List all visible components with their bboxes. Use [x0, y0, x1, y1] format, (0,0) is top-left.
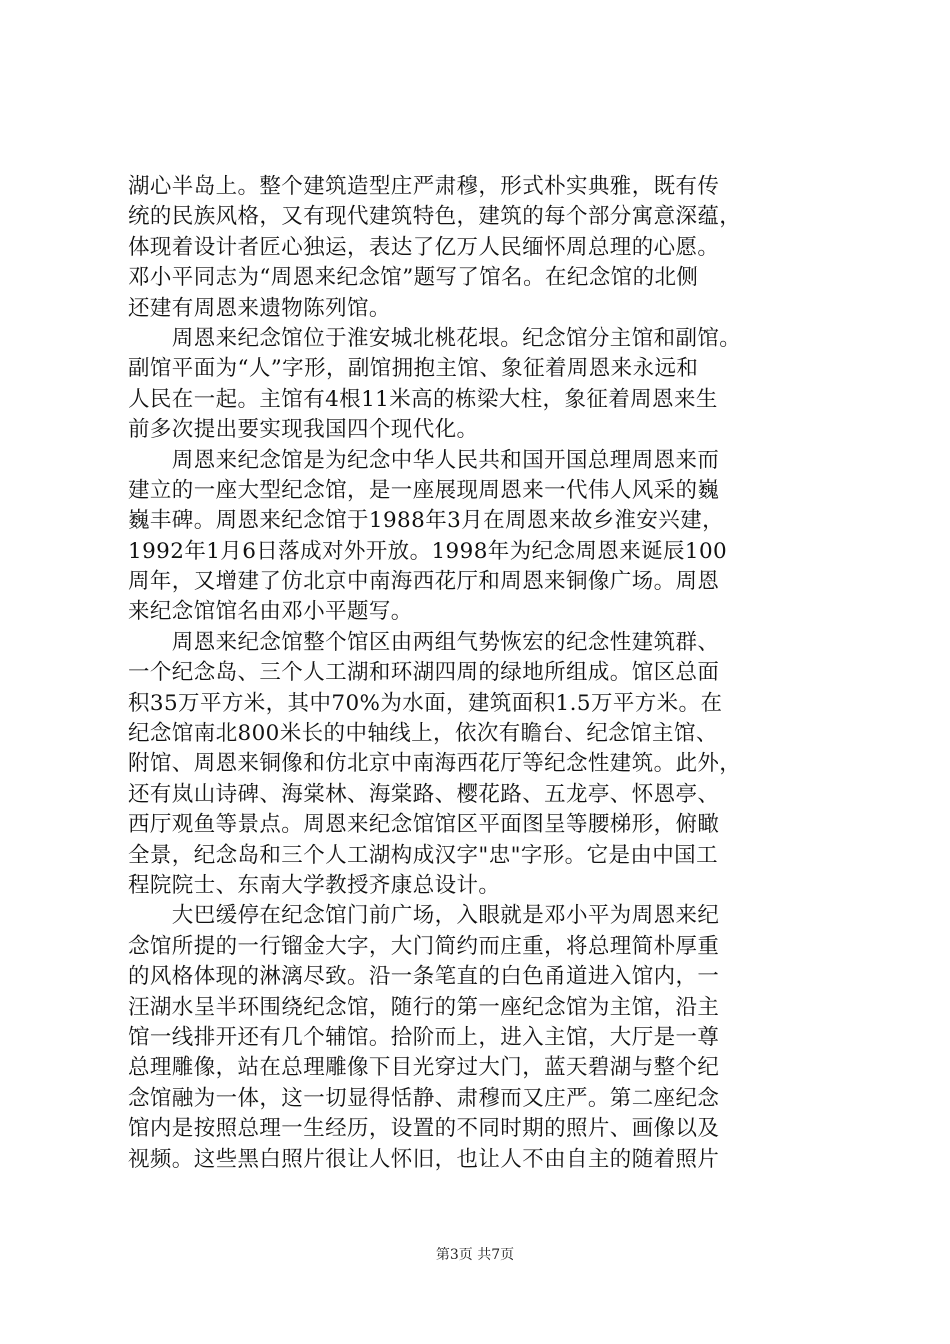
- text-line: 邓小平同志为“周恩来纪念馆”题写了馆名。在纪念馆的北侧: [128, 265, 699, 291]
- text-line: 纪念馆南北800米长的中轴线上，依次有瞻台、纪念馆主馆、: [128, 721, 718, 747]
- text-line: 副馆平面为“人”字形，副馆拥抱主馆、象征着周恩来永远和: [128, 356, 699, 382]
- text-line: 视频。这些黑白照片很让人怀旧，也让人不由自主的随着照片: [128, 1146, 720, 1172]
- text-line: 周年，又增建了仿北京中南海西花厅和周恩来铜像广场。周恩: [128, 569, 720, 595]
- text-line: 馆内是按照总理一生经历，设置的不同时期的照片、画像以及: [128, 1116, 720, 1142]
- text-line: 念馆融为一体，这一切显得恬静、肃穆而又庄严。第二座纪念: [128, 1085, 720, 1111]
- text-line: 统的民族风格，又有现代建筑特色，建筑的每个部分寓意深蕴，: [128, 204, 742, 230]
- text-line: 周恩来纪念馆整个馆区由两组气势恢宏的纪念性建筑群、: [128, 629, 720, 655]
- text-line: 来纪念馆馆名由邓小平题写。: [128, 599, 413, 625]
- text-line: 周恩来纪念馆位于淮安城北桃花垠。纪念馆分主馆和副馆。: [128, 325, 742, 351]
- text-line: 西厅观鱼等景点。周恩来纪念馆馆区平面图呈等腰梯形，俯瞰: [128, 812, 720, 838]
- text-line: 积35万平方米，其中70%为水面，建筑面积1.5万平方米。在: [128, 690, 723, 716]
- text-line: 附馆、周恩来铜像和仿北京中南海西花厅等纪念性建筑。此外，: [128, 751, 742, 777]
- text-line: 的风格体现的淋漓尽致。沿一条笔直的白色甬道进入馆内，一: [128, 964, 720, 990]
- text-line: 还建有周恩来遗物陈列馆。: [128, 295, 391, 321]
- text-line: 还有岚山诗碑、海棠林、海棠路、樱花路、五龙亭、怀恩亭、: [128, 781, 720, 807]
- text-line: 体现着设计者匠心独运，表达了亿万人民缅怀周总理的心愿。: [128, 234, 720, 260]
- text-line: 念馆所提的一行镏金大字，大门简约而庄重，将总理简朴厚重: [128, 933, 720, 959]
- text-line: 汪湖水呈半环围绕纪念馆，随行的第一座纪念馆为主馆，沿主: [128, 994, 720, 1020]
- text-line: 湖心半岛上。整个建筑造型庄严肃穆，形式朴实典雅，既有传: [128, 174, 720, 199]
- text-line: 总理雕像，站在总理雕像下目光穿过大门，蓝天碧湖与整个纪: [128, 1055, 720, 1081]
- text-line: 人民在一起。主馆有4根11米高的栋梁大柱，象征着周恩来生: [128, 386, 718, 412]
- text-line: 程院院士、东南大学教授齐康总设计。: [128, 872, 501, 898]
- text-line: 建立的一座大型纪念馆，是一座展现周恩来一代伟人风采的巍: [128, 477, 720, 503]
- text-line: 大巴缓停在纪念馆门前广场，入眼就是邓小平为周恩来纪: [128, 903, 720, 929]
- text-line: 周恩来纪念馆是为纪念中华人民共和国开国总理周恩来而: [128, 447, 720, 473]
- text-line: 1992年1月6日落成对外开放。1998年为纪念周恩来诞辰100: [128, 538, 728, 564]
- text-line: 巍丰碑。周恩来纪念馆于1988年3月在周恩来故乡淮安兴建，: [128, 508, 724, 534]
- text-line: 前多次提出要实现我国四个现代化。: [128, 417, 479, 443]
- page-number-footer: 第3页 共7页: [435, 1247, 515, 1263]
- text-line: 一个纪念岛、三个人工湖和环湖四周的绿地所组成。馆区总面: [128, 660, 720, 686]
- text-line: 全景，纪念岛和三个人工湖构成汉字"忠"字形。它是由中国工: [128, 842, 718, 868]
- text-line: 馆一线排开还有几个辅馆。拾阶而上，进入主馆，大厅是一尊: [128, 1024, 720, 1050]
- body-text: [128, 172, 828, 1175]
